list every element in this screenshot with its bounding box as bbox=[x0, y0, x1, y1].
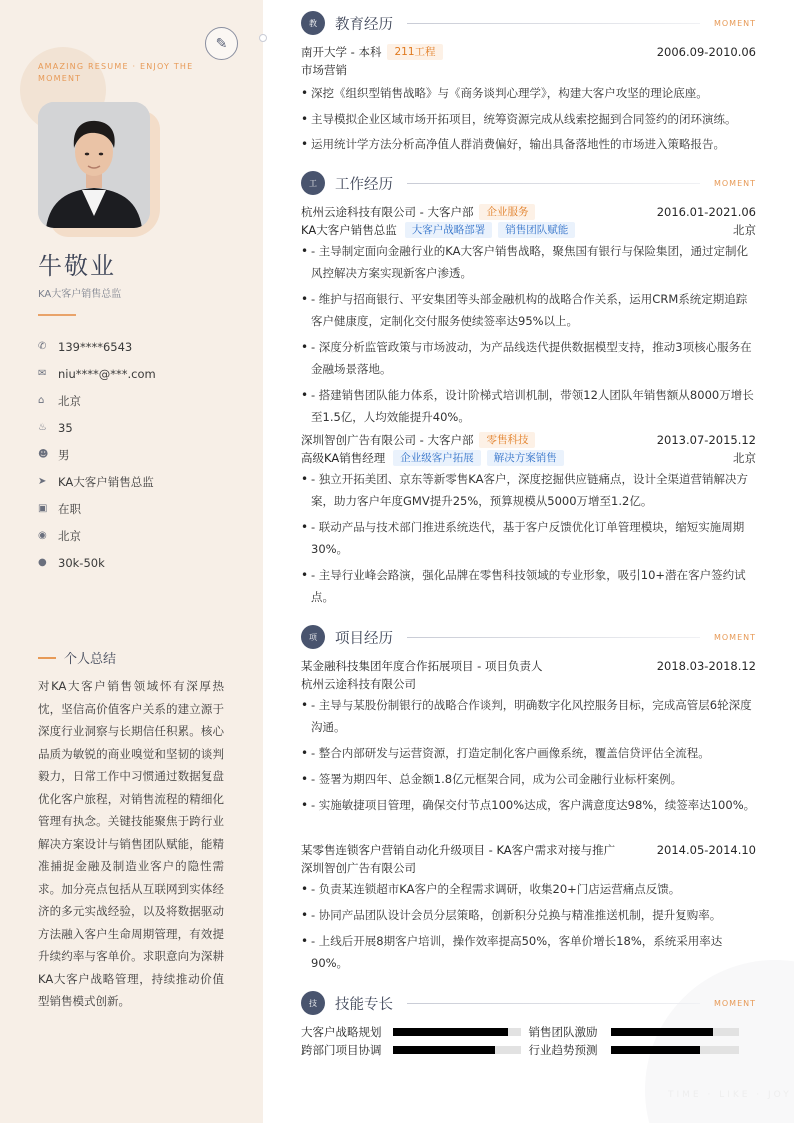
mail-icon: ✉ bbox=[38, 368, 47, 379]
location-icon: ◉ bbox=[38, 530, 47, 541]
role-name: 高级KA销售经理 bbox=[301, 451, 386, 465]
bullet-list bbox=[301, 878, 756, 974]
list-item: • - 主导制定面向金融行业的KA大客户销售战略，聚焦国有银行与保险集团，通过定制化风控解决方案实现新客户渗透。 bbox=[301, 240, 756, 284]
info-text: 在职 bbox=[58, 501, 81, 516]
sidebar bbox=[0, 0, 263, 1123]
section-line bbox=[407, 23, 700, 24]
section-tag: MOMENT bbox=[713, 998, 756, 1008]
summary-title: 个人总结 bbox=[64, 652, 117, 667]
info-text: 139****6543 bbox=[58, 339, 133, 354]
list-item: • - 联动产品与技术部门推进系统迭代，基于客户反馈优化订单管理模块，缩短实施周期30%。 bbox=[301, 516, 756, 560]
entry-date: 2006.09-2010.06 bbox=[656, 45, 756, 59]
list-item: • - 深度分析监管政策与市场波动，为产品线迭代提供数据模型支持，推动3项核心服务在金融场景落地。 bbox=[301, 336, 756, 380]
list-item: • - 实施敏捷项目管理，确保交付节点100%达成，客户满意度达98%，续签率达100%。 bbox=[301, 794, 756, 816]
section-badge: 技 bbox=[301, 991, 325, 1015]
project-name: 某金融科技集团年度合作拓展项目 - 项目负责人 bbox=[301, 659, 543, 673]
divider bbox=[38, 314, 76, 316]
section-badge: 教 bbox=[301, 11, 325, 35]
list-item: • - 主导与某股份制银行的战略合作谈判，明确数字化风控服务目标，完成高管层6轮深度沟通。 bbox=[301, 694, 756, 738]
entry-date: 2014.05-2014.10 bbox=[656, 843, 756, 857]
home-icon: ⌂ bbox=[38, 395, 45, 406]
skill-bar bbox=[611, 1046, 739, 1054]
skills-list bbox=[301, 1023, 756, 1059]
summary-bar bbox=[38, 657, 56, 659]
project-company: 杭州云途科技有限公司 bbox=[301, 677, 416, 691]
briefcase-icon: ▣ bbox=[38, 503, 48, 514]
work-entry-2 bbox=[301, 431, 756, 608]
cake-icon: ♨ bbox=[38, 422, 47, 433]
section-line bbox=[407, 1003, 700, 1004]
info-location bbox=[38, 522, 248, 549]
entry-subheader bbox=[301, 449, 756, 467]
info-text: 北京 bbox=[58, 393, 81, 408]
tag-chip: 销售团队赋能 bbox=[498, 222, 575, 238]
project-company: 深圳智创广告有限公司 bbox=[301, 861, 416, 875]
skill-row bbox=[301, 1041, 756, 1059]
skill-bar-fill bbox=[393, 1028, 508, 1036]
skill-bar-fill bbox=[393, 1046, 495, 1054]
send-icon: ➤ bbox=[38, 476, 47, 487]
work-entry-1 bbox=[301, 203, 756, 428]
info-text: 30k-50k bbox=[58, 555, 105, 570]
info-text: KA大客户销售总监 bbox=[58, 474, 154, 489]
section-badge: 工 bbox=[301, 171, 325, 195]
tag-chip: 解决方案销售 bbox=[487, 450, 564, 466]
contact-info-list bbox=[38, 333, 248, 576]
project-entry-1 bbox=[301, 657, 756, 816]
list-item: • - 签署为期四年、总金额1.8亿元框架合同，成为公司金融行业标杆案例。 bbox=[301, 768, 756, 790]
entry-date: 2013.07-2015.12 bbox=[656, 433, 756, 447]
decorative-dot bbox=[259, 34, 267, 42]
school-name: 南开大学 - 本科 bbox=[301, 45, 382, 59]
major: 市场营销 bbox=[301, 63, 347, 77]
skill-bar bbox=[393, 1028, 521, 1036]
skill-name: 大客户战略规划 bbox=[301, 1025, 382, 1039]
entry-subheader bbox=[301, 675, 756, 693]
edit-icon[interactable]: ✎ bbox=[205, 27, 238, 60]
skill-item bbox=[301, 1024, 529, 1040]
watermark-text: TIME · LIKE · JOY bbox=[668, 1090, 792, 1100]
bullet-list bbox=[301, 81, 756, 158]
section-skills bbox=[301, 991, 756, 1015]
industry-chip: 企业服务 bbox=[479, 204, 535, 220]
list-item: • - 上线后开展8期客户培训，操作效率提高50%，客单价增长18%，系统采用率达90%。 bbox=[301, 930, 756, 974]
skill-bar bbox=[611, 1028, 739, 1036]
section-title: 技能专长 bbox=[335, 996, 393, 1013]
project-entry-2 bbox=[301, 841, 756, 974]
skill-bar bbox=[393, 1046, 521, 1054]
phone-icon: ✆ bbox=[38, 341, 47, 352]
bullet-list bbox=[301, 468, 756, 608]
section-title: 工作经历 bbox=[335, 176, 393, 193]
section-tag: MOMENT bbox=[713, 178, 756, 188]
role-name: KA大客户销售总监 bbox=[301, 223, 397, 237]
skill-name: 跨部门项目协调 bbox=[301, 1043, 382, 1057]
info-hometown bbox=[38, 387, 248, 414]
bullet-list bbox=[301, 240, 756, 428]
section-title: 项目经历 bbox=[335, 630, 393, 647]
tag-chip: 大客户战略部署 bbox=[405, 222, 493, 238]
entry-subheader bbox=[301, 859, 756, 877]
entry-subheader bbox=[301, 61, 756, 79]
entry-header bbox=[301, 657, 756, 675]
info-email bbox=[38, 360, 248, 387]
candidate-title: KA大客户销售总监 bbox=[38, 289, 122, 300]
skill-name: 行业趋势预测 bbox=[528, 1043, 598, 1057]
info-text: 北京 bbox=[58, 528, 81, 543]
entry-header bbox=[301, 43, 756, 61]
info-target-role bbox=[38, 468, 248, 495]
skill-bar-fill bbox=[611, 1028, 713, 1036]
project-name: 某零售连锁客户营销自动化升级项目 - KA客户需求对接与推广 bbox=[301, 843, 616, 857]
section-badge: 项 bbox=[301, 625, 325, 649]
section-title: 教育经历 bbox=[335, 16, 393, 33]
skill-item bbox=[301, 1042, 529, 1058]
entry-header bbox=[301, 431, 756, 449]
summary-heading bbox=[38, 648, 116, 667]
skill-row bbox=[301, 1023, 756, 1041]
company-name: 杭州云途科技有限公司 - 大客户部 bbox=[301, 205, 474, 219]
company-name: 深圳智创广告有限公司 - 大客户部 bbox=[301, 433, 474, 447]
entry-header bbox=[301, 203, 756, 221]
info-salary bbox=[38, 549, 248, 576]
education-entry bbox=[301, 43, 756, 158]
industry-chip: 零售科技 bbox=[479, 432, 535, 448]
info-status bbox=[38, 495, 248, 522]
skill-bar-fill bbox=[611, 1046, 701, 1054]
info-gender bbox=[38, 441, 248, 468]
list-item: • - 整合内部研发与运营资源，打造定制化客户画像系统，覆盖信贷评估全流程。 bbox=[301, 742, 756, 764]
info-age bbox=[38, 414, 248, 441]
resume-tagline: AMAZING RESUME · ENJOY THE MOMENT bbox=[38, 62, 194, 83]
section-tag: MOMENT bbox=[713, 632, 756, 642]
tag-chip: 企业级客户拓展 bbox=[393, 450, 481, 466]
section-work bbox=[301, 171, 756, 195]
summary-text: 对KA大客户销售领域怀有深厚热忱，坚信高价值客户关系的建立源于深度行业洞察与长期信任积累。核心品质为敏锐的商业嗅觉和坚韧的谈判毅力，日常工作中习惯通过数据复盘优化客户旅程，对销售流程的精细化管理有执念。关键技能聚焦于跨行业解决方案设计与销售团队赋能，能精准捕捉金融及制造业客户的隐性需求。加分亮点包括从互联网到实体经济的多元实战经验，以及将数据驱动方法融入客户生命周期管理，有效提升续约率与客单价。求职意向为深耕KA大客户战略管理，持续推动价值型销售模式创新。 bbox=[38, 679, 224, 1008]
section-education bbox=[301, 11, 756, 35]
skill-item bbox=[529, 1042, 757, 1058]
city: 北京 bbox=[733, 451, 756, 465]
school-chip: 211工程 bbox=[387, 44, 442, 60]
list-item: • - 协同产品团队设计会员分层策略，创新积分兑换与精准推送机制，提升复购率。 bbox=[301, 904, 756, 926]
list-item: • 深挖《组织型销售战略》与《商务谈判心理学》，构建大客户攻坚的理论底座。 bbox=[301, 81, 756, 107]
avatar bbox=[38, 102, 150, 228]
entry-date: 2018.03-2018.12 bbox=[656, 659, 756, 673]
skill-item bbox=[529, 1024, 757, 1040]
info-text: 男 bbox=[58, 447, 70, 462]
section-tag: MOMENT bbox=[713, 18, 756, 28]
candidate-name: 牛敬业 bbox=[38, 252, 116, 280]
bullet-list bbox=[301, 694, 756, 816]
list-item: • 运用统计学方法分析高净值人群消费偏好，输出具备落地性的市场进入策略报告。 bbox=[301, 132, 756, 158]
list-item: • - 维护与招商银行、平安集团等头部金融机构的战略合作关系，运用CRM系统定期追踪客户健康度，定制化交付服务使续签率达95%以上。 bbox=[301, 288, 756, 332]
entry-subheader bbox=[301, 221, 756, 239]
entry-date: 2016.01-2021.06 bbox=[656, 205, 756, 219]
salary-icon: ● bbox=[38, 557, 47, 568]
entry-header bbox=[301, 841, 756, 859]
city: 北京 bbox=[733, 223, 756, 237]
list-item: • - 负责某连锁超市KA客户的全程需求调研，收集20+门店运营痛点反馈。 bbox=[301, 878, 756, 900]
list-item: • - 主导行业峰会路演，强化品牌在零售科技领域的专业形象，吸引10+潜在客户签约试点。 bbox=[301, 564, 756, 608]
info-text: niu****@***.com bbox=[58, 366, 156, 381]
skill-name: 销售团队激励 bbox=[528, 1025, 598, 1039]
list-item: • - 搭建销售团队能力体系，设计阶梯式培训机制，带领12人团队年销售额从8000万增长至1.5亿，人均效能提升40%。 bbox=[301, 384, 756, 428]
section-line bbox=[407, 183, 700, 184]
info-phone bbox=[38, 333, 248, 360]
info-text: 35 bbox=[58, 420, 73, 435]
section-projects bbox=[301, 625, 756, 649]
gender-icon: ☻ bbox=[38, 449, 49, 460]
list-item: • - 独立开拓美团、京东等新零售KA客户，深度挖掘供应链痛点，设计全渠道营销解决方案，助力客户年度GMV提升25%，预算规模从5000万增至1.2亿。 bbox=[301, 468, 756, 512]
list-item: • 主导模拟企业区域市场开拓项目，统筹资源完成从线索挖掘到合同签约的闭环演练。 bbox=[301, 107, 756, 133]
avatar-portrait-icon bbox=[38, 102, 150, 228]
section-line bbox=[407, 637, 700, 638]
